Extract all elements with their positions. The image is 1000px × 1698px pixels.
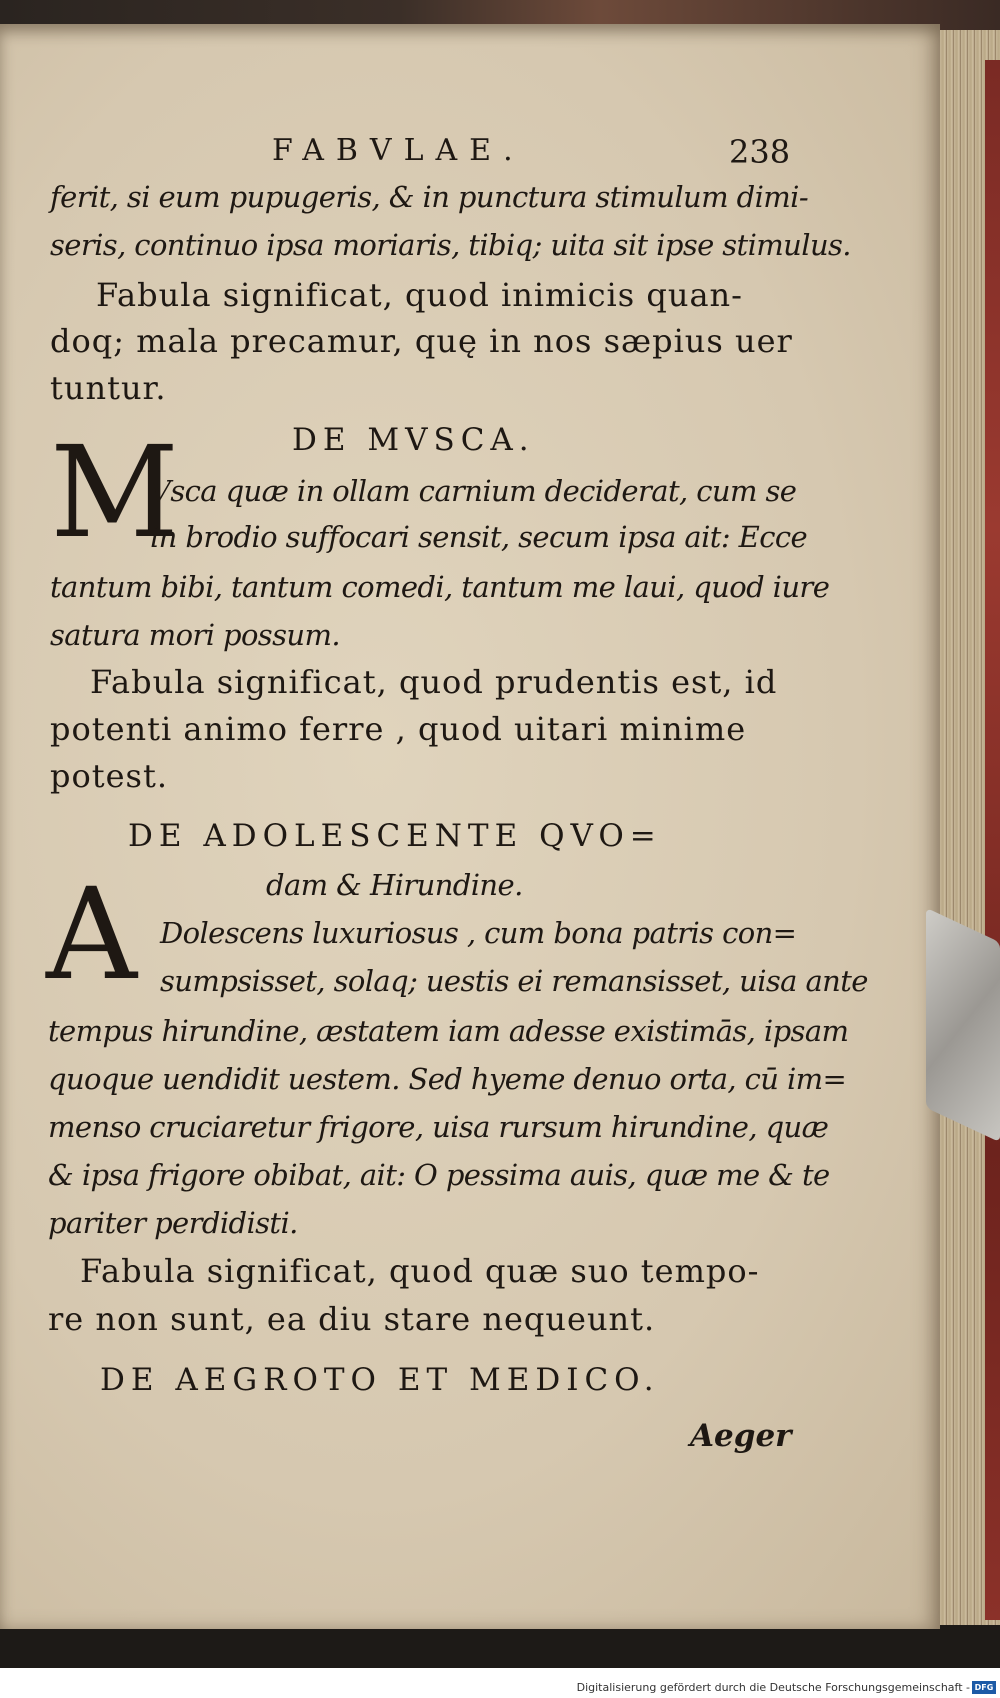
text-line: & ipsa frigore obibat, ait: O pessima auis, quæ me & te (48, 1158, 830, 1192)
dfg-logo: DFG (972, 1681, 996, 1694)
drop-capital: M (50, 419, 180, 566)
moral-line: tuntur. (50, 369, 167, 407)
moral-line: doq; mala precamur, quę in nos sæpius uer (50, 322, 793, 360)
page-number: 238 (729, 133, 791, 171)
text-line: satura mori possum. (50, 618, 340, 652)
running-head (0, 133, 940, 173)
digitization-credit: Digitalisierung gefördert durch die Deutsche Forschungsgemeinschaft - (576, 1681, 970, 1694)
text-line: pariter perdidisti. (48, 1206, 298, 1240)
fable-heading: DE MVSCA. (292, 422, 535, 458)
moral-line: Fabula significat, quod prudentis est, id (90, 663, 778, 701)
moral-line: potest. (50, 757, 168, 795)
fable-heading: DE AEGROTO ET MEDICO. (100, 1362, 660, 1398)
text-line: ferit, si eum pupugeris, & in punctura stimulum dimi- (50, 180, 809, 214)
moral-line: potenti animo ferre , quod uitari minime (50, 710, 747, 748)
text-line: menso cruciaretur frigore, uisa rursum hirundine, quæ (48, 1110, 829, 1144)
moral-line: re non sunt, ea diu stare nequeunt. (48, 1300, 656, 1338)
text-line: in brodio suffocari sensit, secum ipsa ait: Ecce (150, 520, 808, 554)
book-cover-edge (985, 60, 1000, 1620)
fable-heading-continuation: dam & Hirundine. (266, 868, 523, 902)
text-line: tantum bibi, tantum comedi, tantum me laui, quod iure (50, 570, 830, 604)
text-line: seris, continuo ipsa moriaris, tibiq; uita sit ipse stimulus. (50, 228, 851, 262)
catchword: Aeger (690, 1418, 792, 1454)
page-clip (926, 908, 1000, 1143)
text-line: quoque uendidit uestem. Sed hyeme denuo orta, cū im= (48, 1062, 847, 1096)
moral-line: Fabula significat, quod quæ suo tempo- (80, 1252, 760, 1290)
running-head-title: FABVLAE. (272, 133, 525, 168)
moral-line: Fabula significat, quod inimicis quan- (96, 276, 743, 314)
text-line: sumpsisset, solaq; uestis ei remansisset, uisa ante (160, 964, 868, 998)
text-line: Dolescens luxuriosus , cum bona patris con= (160, 916, 797, 950)
drop-capital: A (46, 861, 137, 1008)
text-line: tempus hirundine, æstatem iam adesse existimās, ipsam (48, 1014, 849, 1048)
fable-heading: DE ADOLESCENTE QVO= (128, 818, 662, 854)
text-line: Vsca quæ in ollam carnium deciderat, cum se (150, 474, 797, 508)
